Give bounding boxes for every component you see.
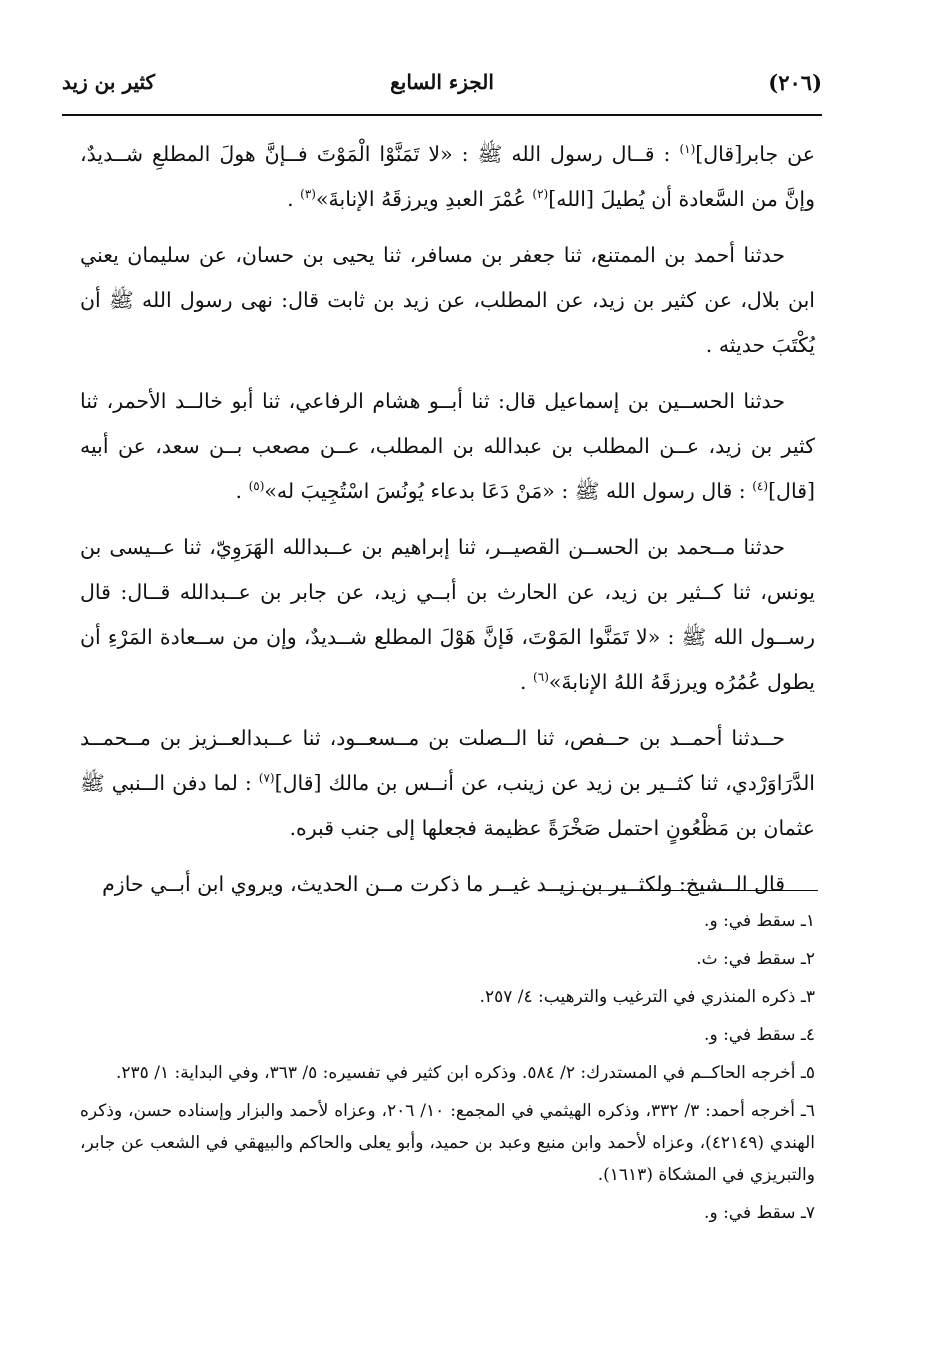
paragraph-2: [80, 233, 815, 368]
running-head-volume: الجزء السابع: [390, 70, 494, 94]
footnote-2: ٢ـ سقط في: ث.: [696, 949, 815, 969]
header-rule: [62, 114, 822, 116]
footnote-3: ٣ـ ذكره المنذري في الترغيب والترهيب: ٤/ ٢٥٧.: [479, 987, 815, 1007]
running-head-entry-name: كثير بن زيد: [62, 70, 156, 94]
footnote-5: ٥ـ أخرجه الحاكــم في المستدرك: ٢/ ٥٨٤. وذكره ابن كثير في تفسيره: ٥/ ٣٦٣، وفي البداية: ١/ ٢٣٥.: [116, 1063, 815, 1083]
footnotes: [80, 905, 815, 1235]
text-run: : قــال رسول الله ﷺ : «لا تَمَنَّوْا الْمَوْتَ فــإنَّ هولَ المطلعِ شــديدٌ، وإنَّ من السَّعادة أن يُطيلَ [الله]: [80, 142, 815, 211]
footnote-rule: [560, 890, 818, 891]
footnote-ref: (١): [679, 142, 696, 157]
text-run: حدثنا مــحمد بن الحســن القصيــر، ثنا إبراهيم بن عــبدالله الهَرَوِيّ، ثنا عــيسى بن يونس، ثنا كــثير بن زيد، عن الحارث بن أبــي زيد، عن جابر بن عــبدالله قــال: قال رســول الله ﷺ : «لا تَمَنَّوا المَوْتَ، فَإنَّ هَوْلَ المطلع شــديدٌ، وإن من ســعادة المَرْءِ أن يطول عُمُرُه ويرزقَهُ اللهُ الإنابةَ»: [80, 535, 815, 694]
paragraph-5: [80, 716, 815, 851]
footnote-ref: (٢): [532, 187, 549, 202]
footnote-7: ٧ـ سقط في: و.: [704, 1203, 815, 1223]
text-run: حدثنا الحســين بن إسماعيل قال: ثنا أبــو هشام الرفاعي، ثنا أبو خالــد الأحمر، ثنا كثير بن زيد، عــن المطلب بن عبدالله بن المطلب، عــن مصعب بــن سعد، عن أبيه [قال]: [80, 389, 815, 503]
footnote-6: ٦ـ أخرجه أحمد: ٣/ ٣٣٢، وذكره الهيثمي في المجمع: ١٠/ ٢٠٦، وعزاه لأحمد والبزار وإسناده حسن، وذكره الهندي (٤٢١٤٩)، وعزاه لأحمد وابن منيع وعبد بن حميد، وأبو يعلى والحاكم والبيهقي في الشعب عن جابر، والتبريزي في المشكاة (١٦١٣).: [80, 1101, 816, 1185]
footnote-4: ٤ـ سقط في: و.: [704, 1025, 815, 1045]
footnote-ref: (٥): [248, 479, 265, 494]
text-run: : لما دفن الــنبي ﷺ عثمان بن مَظْعُونٍ احتمل صَخْرَةً عظيمة فجعلها إلى جنب قبره.: [80, 771, 815, 840]
text-run: عن جابر[قال]: [695, 142, 815, 166]
text-run: حدثنا أحمد بن الممتنع، ثنا جعفر بن مسافر، ثنا يحيى بن حسان، عن سليمان يعني ابن بلال، عن كثير بن زيد، عن المطلب، عن زيد بن ثابت قال: نهى رسول الله ﷺ أن يُكْتَبَ حديثه .: [80, 243, 815, 357]
paragraph-3: [80, 379, 815, 514]
text-run: .: [235, 479, 249, 503]
text-run: عُمْرَ العبدِ ويرزقَهُ الإنابةَ»: [315, 187, 533, 211]
text-run: قال الــشيخ: ولكثــير بن زيــد غيــر ما ذكرت مــن الحديث، ويروي ابن أبــي حازم: [102, 872, 785, 896]
text-run: .: [287, 187, 301, 211]
text-run: .: [520, 670, 534, 694]
page-number: (٢٠٦): [768, 70, 822, 95]
footnote-ref: (٤): [752, 479, 769, 494]
text-run: : قال رسول الله ﷺ : «مَنْ دَعَا بدعاء يُونُسَ اسْتُجِيبَ له»: [264, 479, 753, 503]
footnote-ref: (٣): [300, 187, 316, 202]
paragraph-4: [80, 525, 815, 705]
page-header: [62, 70, 822, 104]
footnote-1: ١ـ سقط في: و.: [704, 911, 815, 931]
main-text: [80, 132, 815, 918]
footnote-ref: (٧): [258, 771, 275, 786]
paragraph-6: [80, 862, 815, 907]
paragraph-1: [80, 132, 815, 222]
footnote-ref: (٦): [533, 670, 549, 685]
text-run: حــدثنا أحمــد بن حــفص، ثنا الــصلت بن مــسعــود، ثنا عــبدالعــزيز بن مــحمــد الدَّرَاوَرْدي، ثنا كثــير بن زيد عن زينب، عن أنــس بن مالك [قال]: [80, 726, 816, 795]
